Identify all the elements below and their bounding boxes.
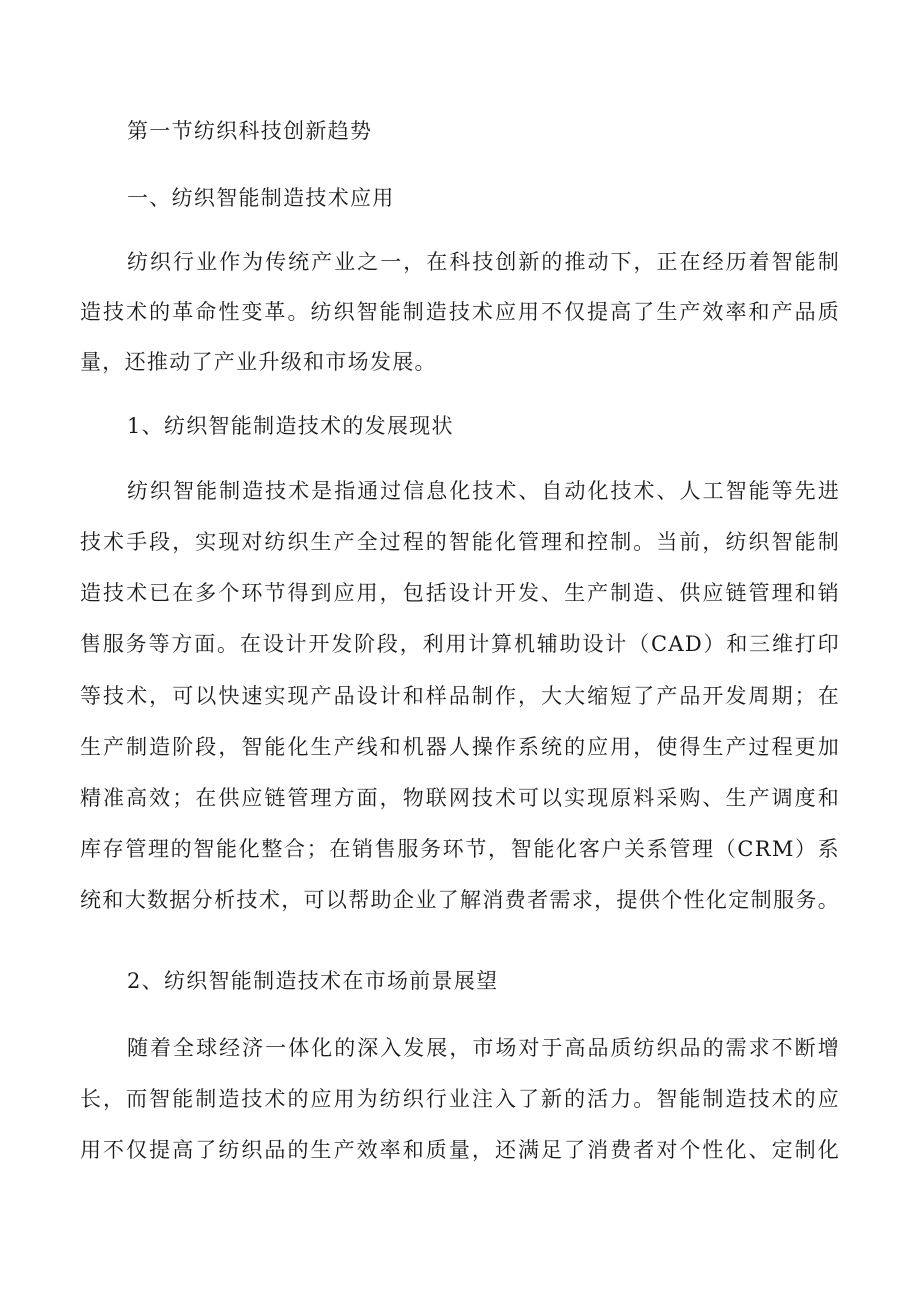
paragraph-2-line-8: 库存管理的智能化整合；在销售服务环节，智能化客户关系管理（CRM）系: [80, 837, 840, 861]
paragraph-2-line-4: 售服务等方面。在设计开发阶段，利用计算机辅助设计（CAD）和三维打印: [80, 632, 840, 656]
paragraph-3-line-3: 用不仅提高了纺织品的生产效率和质量，还满足了消费者对个性化、定制化: [80, 1138, 840, 1162]
heading-1: 一、纺织智能制造技术应用: [127, 186, 395, 210]
paragraph-1-line-2: 造技术的革命性变革。纺织智能制造技术应用不仅提高了生产效率和产品质: [80, 300, 840, 324]
paragraph-2-line-9: 统和大数据分析技术，可以帮助企业了解消费者需求，提供个性化定制服务。: [80, 888, 840, 912]
section-title: 第一节纺织科技创新趋势: [127, 119, 373, 143]
paragraph-1-line-3: 量，还推动了产业升级和市场发展。: [80, 350, 437, 374]
paragraph-2-line-1: 纺织智能制造技术是指通过信息化技术、自动化技术、人工智能等先进: [127, 479, 840, 503]
paragraph-2-line-3: 造技术已在多个环节得到应用，包括设计开发、生产制造、供应链管理和销: [80, 581, 840, 605]
paragraph-2-line-2: 技术手段，实现对纺织生产全过程的智能化管理和控制。当前，纺织智能制: [80, 530, 840, 554]
subheading-1: 1、纺织智能制造技术的发展现状: [127, 414, 454, 438]
paragraph-3-line-2: 长，而智能制造技术的应用为纺织行业注入了新的活力。智能制造技术的应: [80, 1087, 840, 1111]
paragraph-3-line-1: 随着全球经济一体化的深入发展，市场对于高品质纺织品的需求不断增: [127, 1036, 840, 1060]
paragraph-2-line-6: 生产制造阶段，智能化生产线和机器人操作系统的应用，使得生产过程更加: [80, 735, 840, 759]
subheading-2: 2、纺织智能制造技术在市场前景展望: [127, 969, 499, 993]
paragraph-1-line-1: 纺织行业作为传统产业之一，在科技创新的推动下，正在经历着智能制: [127, 250, 840, 274]
paragraph-2-line-5: 等技术，可以快速实现产品设计和样品制作，大大缩短了产品开发周期；在: [80, 684, 840, 708]
paragraph-2-line-7: 精准高效；在供应链管理方面，物联网技术可以实现原料采购、生产调度和: [80, 786, 840, 810]
